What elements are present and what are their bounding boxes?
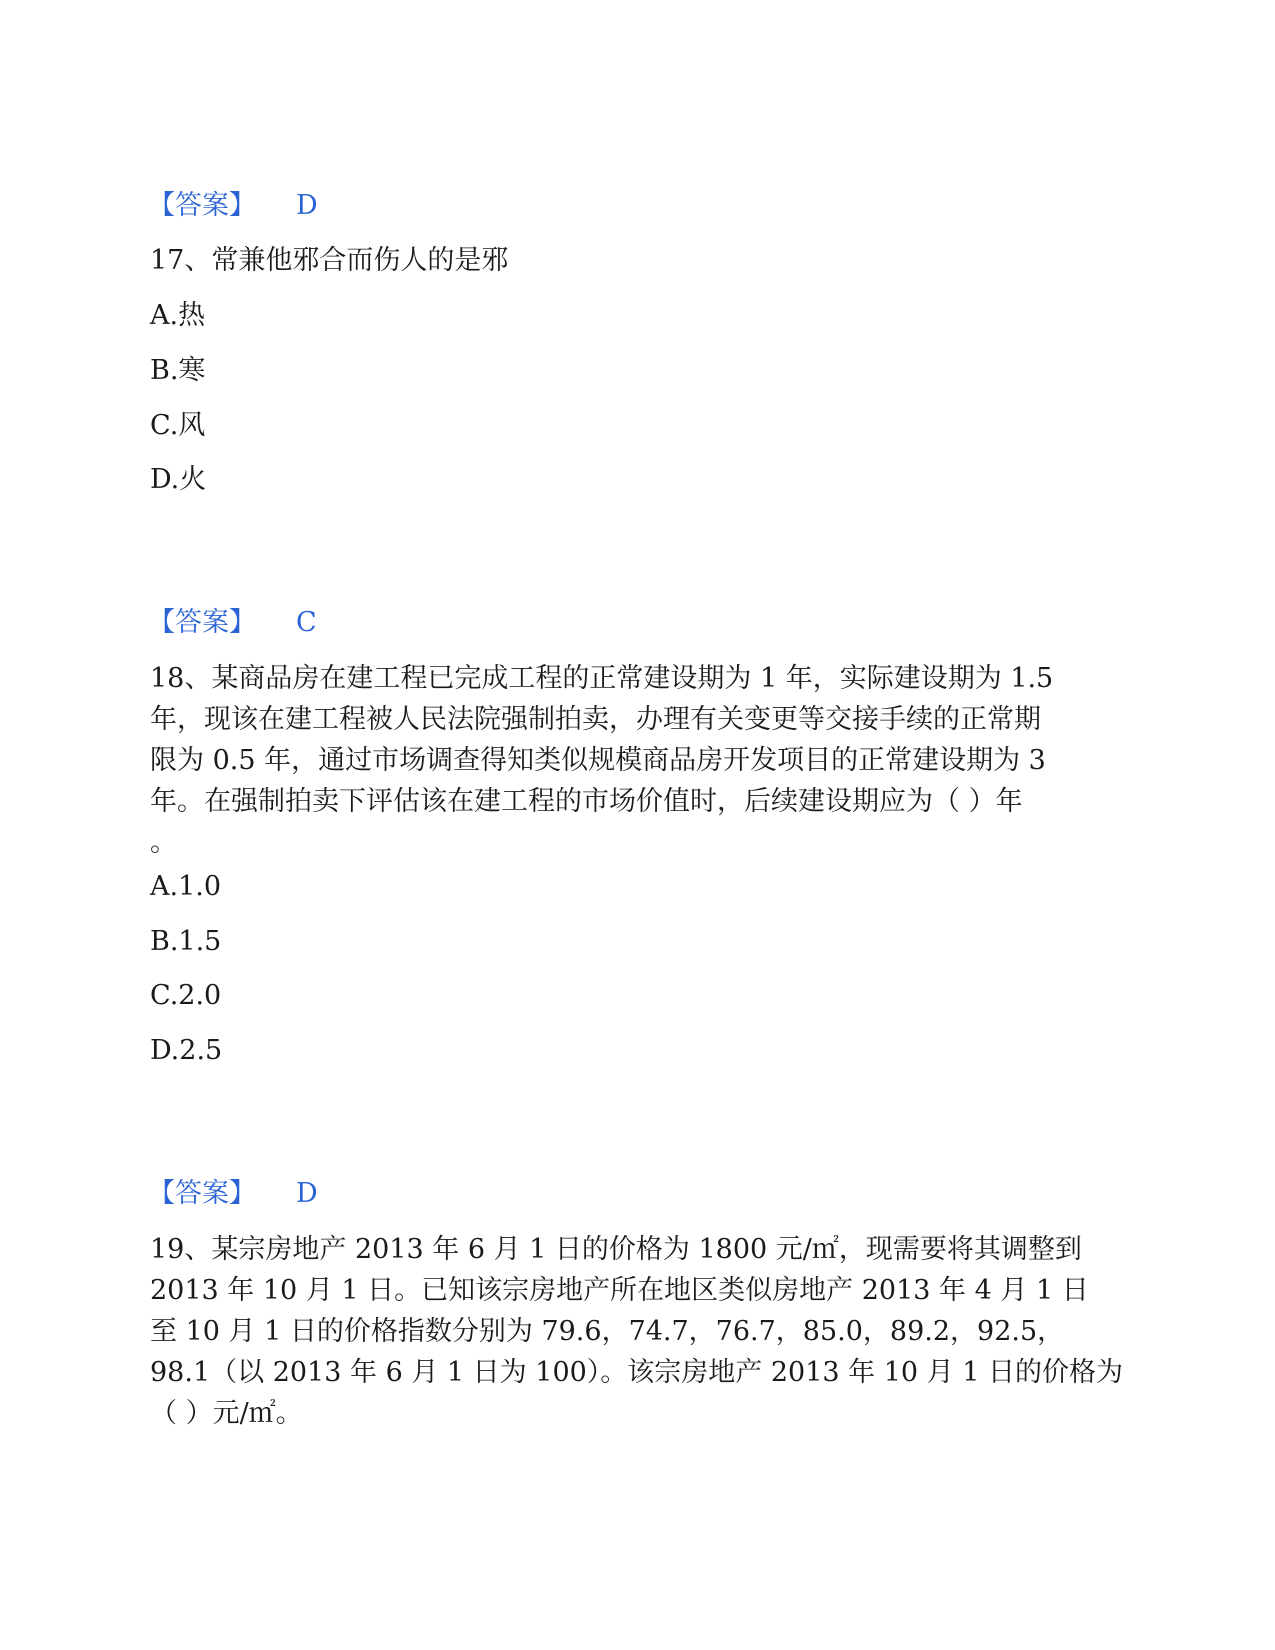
question-18-line: 限为 0.5 年，通过市场调查得知类似规模商品房开发项目的正常建设期为 3: [150, 745, 1046, 776]
option-17-c: C.风: [150, 410, 206, 441]
answer-line-18: [148, 1174, 318, 1214]
option-17-a: A.热: [150, 300, 206, 331]
question-18-line: 。: [150, 827, 177, 858]
answer-value: D: [296, 1178, 318, 1209]
answer-label: 【答案】: [148, 190, 256, 221]
question-17-text: 17、常兼他邪合而伤人的是邪: [150, 245, 509, 276]
question-19-line: （ ）元/㎡。: [150, 1398, 303, 1429]
question-19-line: 19、某宗房地产 2013 年 6 月 1 日的价格为 1800 元/㎡，现需要将其调整到: [150, 1234, 1082, 1265]
option-18-b: B.1.5: [150, 926, 222, 957]
question-19-line: 至 10 月 1 日的价格指数分别为 79.6，74.7，76.7，85.0，89.2，92.5，: [150, 1316, 1065, 1347]
answer-line-17: [148, 603, 317, 643]
answer-label: 【答案】: [148, 607, 256, 638]
question-18-text: [150, 658, 1110, 863]
question-18-line: 年。在强制拍卖下评估该在建工程的市场价值时，后续建设期应为（ ）年: [150, 786, 1023, 817]
option-17-b: B.寒: [150, 355, 206, 386]
question-19-line: 2013 年 10 月 1 日。已知该宗房地产所在地区类似房地产 2013 年 4 月 1 日: [150, 1275, 1089, 1306]
option-18-c: C.2.0: [150, 980, 222, 1011]
question-19-text: [150, 1229, 1124, 1434]
answer-value: D: [296, 190, 318, 221]
question-18-line: 年，现该在建工程被人民法院强制拍卖，办理有关变更等交接手续的正常期: [150, 704, 1041, 735]
question-19-line: 98.1（以 2013 年 6 月 1 日为 100）。该宗房地产 2013 年 10 月 1 日的价格为: [150, 1357, 1124, 1388]
option-18-a: A.1.0: [150, 871, 222, 902]
option-18-d: D.2.5: [150, 1035, 223, 1066]
question-18-line: 18、某商品房在建工程已完成工程的正常建设期为 1 年，实际建设期为 1.5: [150, 663, 1054, 694]
answer-value: C: [296, 607, 317, 638]
answer-label: 【答案】: [148, 1178, 256, 1209]
option-17-d: D.火: [150, 464, 207, 495]
answer-line-16: [148, 186, 318, 226]
